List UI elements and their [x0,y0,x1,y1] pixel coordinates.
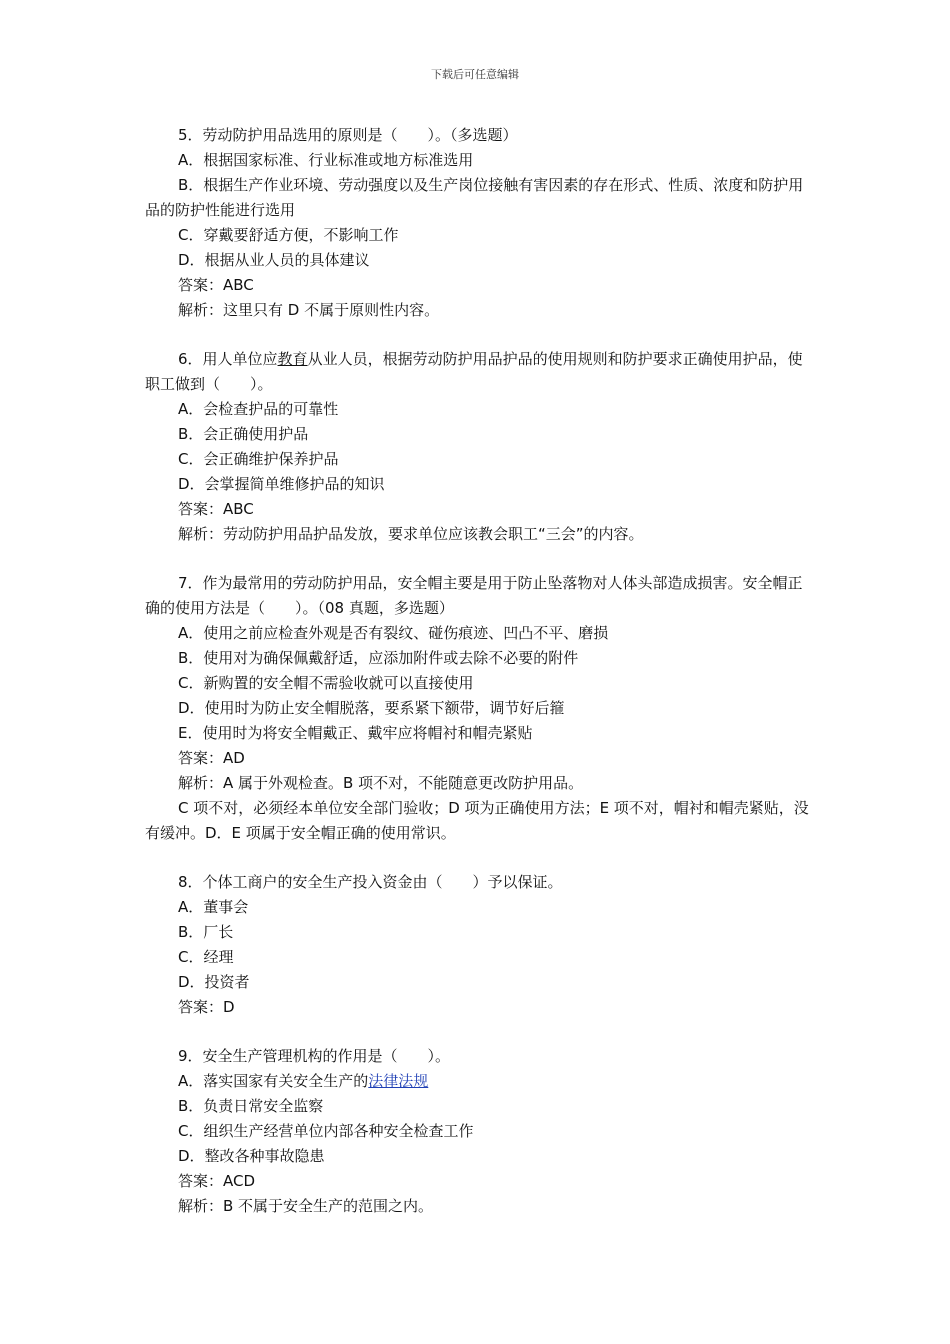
question-stem: 8．个体工商户的安全生产投入资金由（ ）予以保证。 [178,873,563,891]
question-stem: 7．作为最常用的劳动防护用品，安全帽主要是用于防止坠落物对人体头部造成损害。安全帽正确的使用方法是（ ）。（08 真题，多选题） [145,574,803,617]
option-b: B．会正确使用护品 [178,425,309,443]
option-a: A．使用之前应检查外观是否有裂纹、碰伤痕迹、凹凸不平、磨损 [178,624,609,642]
question-9 [145,1044,810,1219]
option-b: B．使用对为确保佩戴舒适，应添加附件或去除不必要的附件 [178,649,579,667]
answer: 答案：ABC [178,276,254,294]
option-e: E．使用时为将安全帽戴正、戴牢应将帽衬和帽壳紧贴 [178,724,533,742]
analysis-continued: C 项不对，必须经本单位安全部门验收；D 项为正确使用方法；E 项不对，帽衬和帽壳紧贴，没有缓冲。D．E 项属于安全帽正确的使用常识。 [145,799,809,842]
analysis: 解析：劳动防护用品护品发放，要求单位应该教会职工“三会”的内容。 [178,525,644,543]
answer: 答案：ACD [178,1172,256,1190]
option-c: C．新购置的安全帽不需验收就可以直接使用 [178,674,474,692]
question-6 [145,347,810,547]
analysis: 解析：A 属于外观检查。B 项不对，不能随意更改防护用品。 [178,774,584,792]
option-c: C．穿戴要舒适方便，不影响工作 [178,226,399,244]
option-a: A．会检查护品的可靠性 [178,400,339,418]
answer: 答案：AD [178,749,245,767]
question-stem: 5．劳动防护用品选用的原则是（ ）。（多选题） [178,126,518,144]
option-d: D．会掌握简单维修护品的知识 [178,475,385,493]
option-b: B．根据生产作业环境、劳动强度以及生产岗位接触有害因素的存在形式、性质、浓度和防护用品的防护性能进行选用 [145,176,804,219]
question-8 [145,870,810,1020]
option-d: D．使用时为防止安全帽脱落，要系紧下额带，调节好后箍 [178,699,565,717]
option-c: C．组织生产经营单位内部各种安全检查工作 [178,1122,474,1140]
document-body [145,123,810,1243]
law-link[interactable]: 法律法规 [368,1072,429,1090]
analysis: 解析：B 不属于安全生产的范围之内。 [178,1197,434,1215]
question-stem [145,347,810,397]
question-7 [145,571,810,846]
answer: 答案：ABC [178,500,254,518]
option-a: A．董事会 [178,898,249,916]
question-stem: 9．安全生产管理机构的作用是（ ）。 [178,1047,451,1065]
option-text: A．落实国家有关安全生产的 [178,1072,369,1090]
option-c: C．经理 [178,948,234,966]
option-b: B．厂长 [178,923,234,941]
option-b: B．负责日常安全监察 [178,1097,324,1115]
stem-text: 从业人员，根据劳动防护用品护品的使用规则和防护要求正确使用护品，使职工做到（ ）。 [145,350,803,393]
option-a: A．根据国家标准、行业标准或地方标准选用 [178,151,474,169]
option-c: C．会正确维护保养护品 [178,450,339,468]
page-header: 下载后可任意编辑 [431,68,519,81]
question-5 [145,123,810,323]
option-d: D．投资者 [178,973,250,991]
stem-text: 6．用人单位应 [178,350,278,368]
underlined-term: 教育 [277,350,308,368]
answer: 答案：D [178,998,235,1016]
option-d: D．整改各种事故隐患 [178,1147,325,1165]
option-d: D．根据从业人员的具体建议 [178,251,370,269]
analysis: 解析：这里只有 D 不属于原则性内容。 [178,301,440,319]
option-a [145,1069,810,1094]
